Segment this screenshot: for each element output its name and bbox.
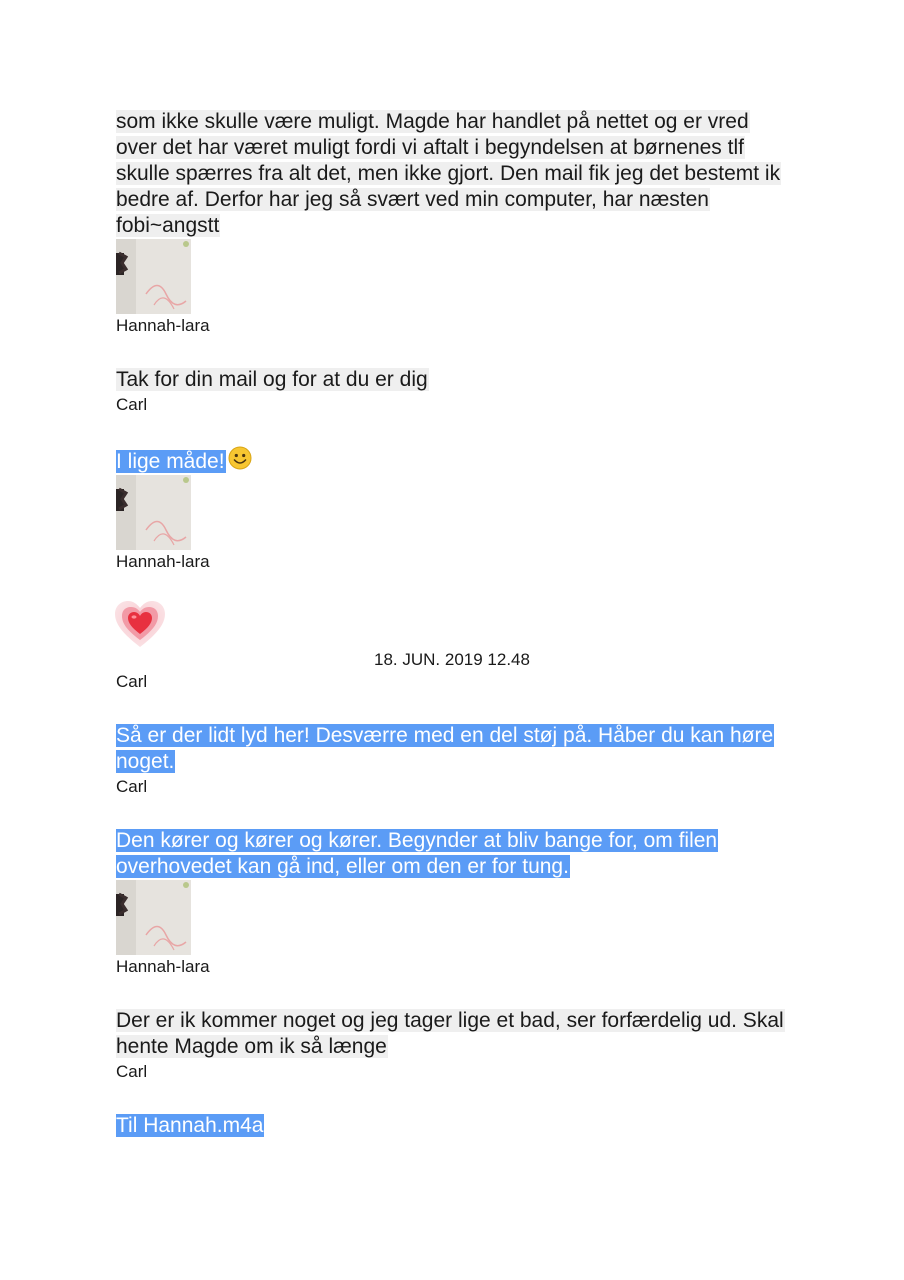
message-bubble: [116, 446, 788, 475]
sender-name: Hannah-lara: [116, 316, 210, 335]
sender-name: Carl: [116, 777, 148, 796]
message-bubble: [116, 723, 788, 775]
avatar: [116, 239, 191, 314]
smiley-icon: [228, 446, 252, 470]
heart-icon: [113, 600, 167, 650]
attachment-bubble[interactable]: [116, 1113, 788, 1139]
attachment-filename[interactable]: Til Hannah.m4a: [116, 1114, 264, 1137]
message-bubble: [116, 109, 788, 239]
message-text: I lige måde!: [116, 450, 225, 473]
conversation: [116, 109, 788, 1139]
message-text: Den kører og kører og kører. Begynder at bliv bange for, om filen overhovedet kan gå ind, eller om den er for tung.: [116, 829, 718, 878]
message-text: Der er ik kommer noget og jeg tager lige et bad, ser forfærdelig ud. Skal hente Magde om ik så længe: [116, 1009, 784, 1058]
message-text: Tak for din mail og for at du er dig: [116, 368, 428, 391]
timestamp: 18. JUN. 2019 12.48: [374, 650, 530, 669]
message-text: som ikke skulle være muligt. Magde har handlet på nettet og er vred over det har været muligt fordi vi aftalt i begyndelsen at børnenes tlf skulle spærres fra alt det, men ikke gjort. Den mail fik jeg det bestemt ik bedre af. Derfor har jeg så svært ved min computer, har næsten fobi~angstt: [116, 110, 781, 237]
avatar: [116, 880, 191, 955]
sender-name: Carl: [116, 395, 148, 414]
sender-name: Carl: [116, 672, 148, 691]
message-bubble: [116, 367, 788, 393]
sender-name: Carl: [116, 1062, 148, 1081]
sender-name: Hannah-lara: [116, 957, 210, 976]
message-bubble: [116, 1008, 788, 1060]
avatar: [116, 475, 191, 550]
message-text: Så er der lidt lyd her! Desværre med en del støj på. Håber du kan høre noget.: [116, 724, 774, 773]
message-bubble: [116, 828, 788, 880]
sender-name: Hannah-lara: [116, 552, 210, 571]
